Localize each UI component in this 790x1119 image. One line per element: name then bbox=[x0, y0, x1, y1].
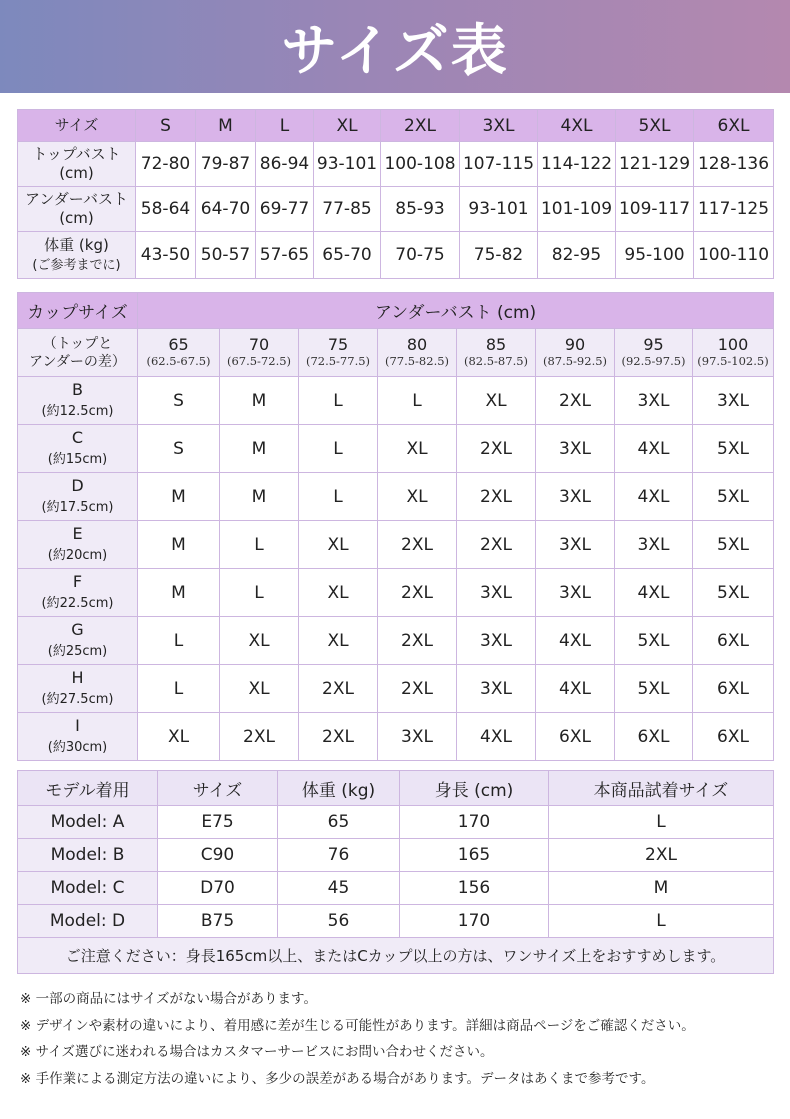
table-cell: 2XL bbox=[457, 425, 536, 473]
cup-label-cell: E (約20cm) bbox=[18, 521, 138, 569]
table-cell: 114-122 bbox=[538, 142, 616, 187]
table-cell: 4XL bbox=[615, 569, 693, 617]
size-header-cell: 3XL bbox=[460, 110, 538, 142]
table-cell: L bbox=[220, 569, 299, 617]
table-row bbox=[18, 569, 774, 617]
table-cell: 86-94 bbox=[256, 142, 314, 187]
note-item: ※ デザインや素材の違いにより、着用感に差が生じる可能性があります。詳細は商品ページをご確認ください。 bbox=[20, 1017, 695, 1034]
under-bust-label: アンダーバスト (cm) bbox=[138, 293, 774, 329]
table-cell: S bbox=[138, 425, 220, 473]
size-header-cell: S bbox=[136, 110, 196, 142]
table-cell: S bbox=[138, 377, 220, 425]
cup-label-cell: F (約22.5cm) bbox=[18, 569, 138, 617]
table-cell: M bbox=[549, 872, 774, 905]
table-cell: C90 bbox=[158, 839, 278, 872]
cup-size-table bbox=[17, 292, 774, 761]
table-cell: 3XL bbox=[536, 569, 615, 617]
table-cell: 3XL bbox=[693, 377, 774, 425]
table-row bbox=[18, 521, 774, 569]
table-cell: 2XL bbox=[378, 569, 457, 617]
table-cell: 101-109 bbox=[538, 187, 616, 232]
table-cell: L bbox=[138, 665, 220, 713]
page-title: サイズ表 bbox=[281, 17, 509, 84]
under-size-cell: 65 (62.5-67.5) bbox=[138, 329, 220, 377]
table-cell: 77-85 bbox=[314, 187, 381, 232]
table-cell: M bbox=[220, 377, 299, 425]
title-banner bbox=[0, 0, 790, 93]
table-cell: 170 bbox=[400, 806, 549, 839]
model-note-row bbox=[18, 938, 774, 974]
model-header-cell: 身長 (cm) bbox=[400, 771, 549, 806]
table-cell: XL bbox=[138, 713, 220, 761]
table-cell: 6XL bbox=[693, 713, 774, 761]
table-cell: 65-70 bbox=[314, 232, 381, 279]
under-size-cell: 75 (72.5-77.5) bbox=[299, 329, 378, 377]
table-cell: XL bbox=[299, 569, 378, 617]
size-header-label: サイズ bbox=[18, 110, 136, 142]
table-cell: E75 bbox=[158, 806, 278, 839]
model-name-cell: Model: B bbox=[18, 839, 158, 872]
row-label-top-bust: トップバスト (cm) bbox=[18, 142, 136, 187]
table-cell: L bbox=[299, 377, 378, 425]
under-size-cell: 80 (77.5-82.5) bbox=[378, 329, 457, 377]
row-label-weight: 体重 (kg) (ご参考までに) bbox=[18, 232, 136, 279]
table-cell: 70-75 bbox=[381, 232, 460, 279]
table-cell: 6XL bbox=[536, 713, 615, 761]
note-item: ※ 一部の商品にはサイズがない場合があります。 bbox=[20, 991, 317, 1007]
table-row bbox=[18, 713, 774, 761]
table-cell: 3XL bbox=[615, 521, 693, 569]
table-cell: 5XL bbox=[693, 569, 774, 617]
table-cell: 170 bbox=[400, 905, 549, 938]
table-cell: 72-80 bbox=[136, 142, 196, 187]
table-cell: 2XL bbox=[378, 521, 457, 569]
table-row bbox=[18, 872, 774, 905]
table-cell: 109-117 bbox=[616, 187, 694, 232]
table-cell: 117-125 bbox=[694, 187, 774, 232]
table-cell: 2XL bbox=[220, 713, 299, 761]
table-cell: 45 bbox=[278, 872, 400, 905]
table-row bbox=[18, 806, 774, 839]
table-row bbox=[18, 473, 774, 521]
notes-list bbox=[20, 988, 780, 1094]
cup-label-cell: B (約12.5cm) bbox=[18, 377, 138, 425]
model-header-cell: モデル着用 bbox=[18, 771, 158, 806]
table-cell: 65 bbox=[278, 806, 400, 839]
model-header-cell: 本商品試着サイズ bbox=[549, 771, 774, 806]
model-name-cell: Model: A bbox=[18, 806, 158, 839]
table-cell: L bbox=[378, 377, 457, 425]
size-header-row bbox=[18, 110, 774, 142]
table-cell: XL bbox=[220, 665, 299, 713]
cup-label-cell: I (約30cm) bbox=[18, 713, 138, 761]
table-cell: 5XL bbox=[693, 473, 774, 521]
size-header-cell: L bbox=[256, 110, 314, 142]
table-cell: 82-95 bbox=[538, 232, 616, 279]
table-cell: XL bbox=[457, 377, 536, 425]
table-row bbox=[18, 142, 774, 187]
table-row bbox=[18, 905, 774, 938]
table-cell: 2XL bbox=[549, 839, 774, 872]
table-row bbox=[18, 617, 774, 665]
table-cell: M bbox=[220, 425, 299, 473]
size-header-cell: 4XL bbox=[538, 110, 616, 142]
under-size-cell: 90 (87.5-92.5) bbox=[536, 329, 615, 377]
table-cell: 107-115 bbox=[460, 142, 538, 187]
table-cell: L bbox=[549, 806, 774, 839]
table-cell: 75-82 bbox=[460, 232, 538, 279]
table-cell: M bbox=[220, 473, 299, 521]
table-cell: 3XL bbox=[615, 377, 693, 425]
table-cell: 64-70 bbox=[196, 187, 256, 232]
table-cell: 2XL bbox=[457, 473, 536, 521]
cup-label-cell: H (約27.5cm) bbox=[18, 665, 138, 713]
table-cell: M bbox=[138, 569, 220, 617]
cup-header-row bbox=[18, 293, 774, 329]
table-cell: XL bbox=[220, 617, 299, 665]
cup-label-cell: G (約25cm) bbox=[18, 617, 138, 665]
note-item: ※ 手作業による測定方法の違いにより、多少の誤差がある場合があります。データはあくまで参考です。 bbox=[20, 1070, 655, 1087]
table-cell: 93-101 bbox=[314, 142, 381, 187]
under-size-cell: 70 (67.5-72.5) bbox=[220, 329, 299, 377]
cup-label-cell: D (約17.5cm) bbox=[18, 473, 138, 521]
table-row bbox=[18, 187, 774, 232]
table-cell: L bbox=[299, 425, 378, 473]
table-cell: 4XL bbox=[536, 617, 615, 665]
table-cell: L bbox=[138, 617, 220, 665]
size-table bbox=[17, 109, 774, 279]
table-cell: 76 bbox=[278, 839, 400, 872]
table-row bbox=[18, 665, 774, 713]
under-size-cell: 100 (97.5-102.5) bbox=[693, 329, 774, 377]
table-row bbox=[18, 232, 774, 279]
table-cell: 57-65 bbox=[256, 232, 314, 279]
model-header-cell: 体重 (kg) bbox=[278, 771, 400, 806]
model-header-cell: サイズ bbox=[158, 771, 278, 806]
table-cell: 2XL bbox=[299, 665, 378, 713]
table-cell: 6XL bbox=[693, 617, 774, 665]
table-cell: 4XL bbox=[536, 665, 615, 713]
table-cell: 50-57 bbox=[196, 232, 256, 279]
size-header-cell: 5XL bbox=[616, 110, 694, 142]
table-cell: 79-87 bbox=[196, 142, 256, 187]
cup-label-cell: C (約15cm) bbox=[18, 425, 138, 473]
table-row bbox=[18, 425, 774, 473]
table-cell: 3XL bbox=[536, 425, 615, 473]
table-cell: B75 bbox=[158, 905, 278, 938]
table-cell: XL bbox=[299, 521, 378, 569]
under-size-cell: 85 (82.5-87.5) bbox=[457, 329, 536, 377]
table-cell: 4XL bbox=[615, 425, 693, 473]
table-cell: M bbox=[138, 473, 220, 521]
table-cell: 3XL bbox=[457, 665, 536, 713]
table-cell: 85-93 bbox=[381, 187, 460, 232]
table-cell: 5XL bbox=[693, 425, 774, 473]
model-name-cell: Model: C bbox=[18, 872, 158, 905]
table-cell: 43-50 bbox=[136, 232, 196, 279]
table-cell: 128-136 bbox=[694, 142, 774, 187]
table-cell: 100-108 bbox=[381, 142, 460, 187]
table-cell: L bbox=[220, 521, 299, 569]
size-header-cell: XL bbox=[314, 110, 381, 142]
table-cell: 3XL bbox=[457, 617, 536, 665]
size-header-cell: M bbox=[196, 110, 256, 142]
table-cell: M bbox=[138, 521, 220, 569]
size-header-cell: 6XL bbox=[694, 110, 774, 142]
table-row bbox=[18, 377, 774, 425]
table-cell: 156 bbox=[400, 872, 549, 905]
table-cell: L bbox=[299, 473, 378, 521]
table-cell: 6XL bbox=[615, 713, 693, 761]
row-label-under-bust: アンダーバスト (cm) bbox=[18, 187, 136, 232]
model-name-cell: Model: D bbox=[18, 905, 158, 938]
table-cell: 165 bbox=[400, 839, 549, 872]
table-cell: 2XL bbox=[299, 713, 378, 761]
size-header-cell: 2XL bbox=[381, 110, 460, 142]
note-item: ※ サイズ選びに迷われる場合はカスタマーサービスにお問い合わせください。 bbox=[20, 1044, 494, 1060]
table-cell: 2XL bbox=[536, 377, 615, 425]
table-cell: 69-77 bbox=[256, 187, 314, 232]
table-cell: 4XL bbox=[457, 713, 536, 761]
table-cell: 3XL bbox=[457, 569, 536, 617]
table-cell: L bbox=[549, 905, 774, 938]
under-size-cell: 95 (92.5-97.5) bbox=[615, 329, 693, 377]
table-cell: 2XL bbox=[378, 617, 457, 665]
table-cell: 3XL bbox=[536, 521, 615, 569]
table-cell: 56 bbox=[278, 905, 400, 938]
table-cell: 6XL bbox=[693, 665, 774, 713]
table-cell: 2XL bbox=[457, 521, 536, 569]
table-cell: 2XL bbox=[378, 665, 457, 713]
table-cell: 121-129 bbox=[616, 142, 694, 187]
cup-size-label: カップサイズ bbox=[18, 293, 138, 329]
table-cell: 95-100 bbox=[616, 232, 694, 279]
table-cell: 93-101 bbox=[460, 187, 538, 232]
model-header-row bbox=[18, 771, 774, 806]
table-cell: 4XL bbox=[615, 473, 693, 521]
table-cell: 5XL bbox=[615, 617, 693, 665]
table-cell: XL bbox=[299, 617, 378, 665]
table-cell: 5XL bbox=[693, 521, 774, 569]
table-cell: 100-110 bbox=[694, 232, 774, 279]
model-table bbox=[17, 770, 774, 974]
table-cell: 5XL bbox=[615, 665, 693, 713]
table-row bbox=[18, 839, 774, 872]
model-note: ご注意ください：身長165cm以上、またはCカップ以上の方は、ワンサイズ上をおすすめします。 bbox=[18, 938, 774, 974]
table-cell: XL bbox=[378, 425, 457, 473]
table-cell: D70 bbox=[158, 872, 278, 905]
table-cell: 3XL bbox=[378, 713, 457, 761]
table-cell: 58-64 bbox=[136, 187, 196, 232]
table-cell: XL bbox=[378, 473, 457, 521]
table-cell: 3XL bbox=[536, 473, 615, 521]
cup-size-sub-label: （トップと アンダーの差） bbox=[18, 329, 138, 377]
under-size-row bbox=[18, 329, 774, 377]
